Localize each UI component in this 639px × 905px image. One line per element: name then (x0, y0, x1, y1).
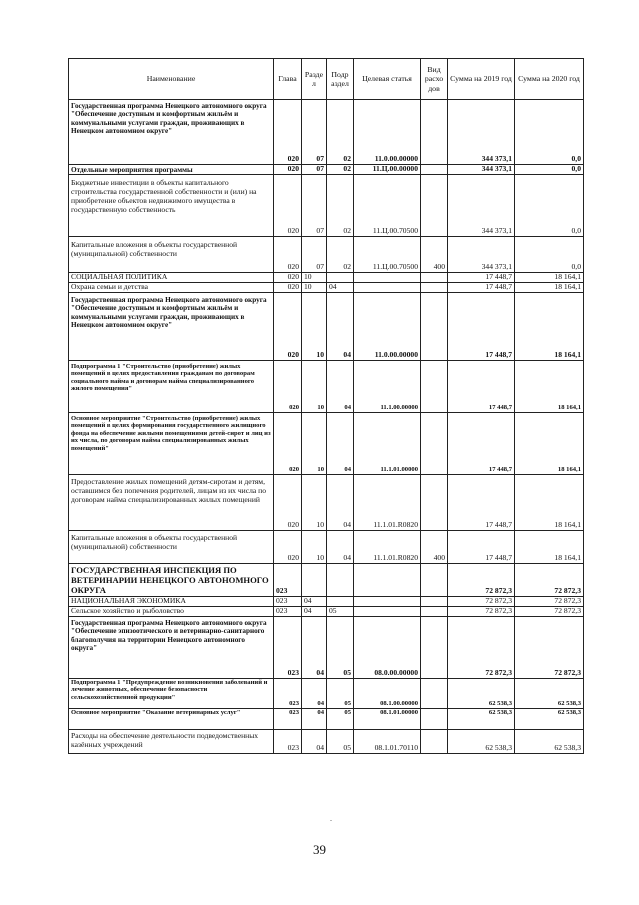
row-razdel: 07 (302, 237, 327, 273)
header-article: Целевая статья (354, 59, 421, 100)
row-podrazdel: 05 (327, 607, 354, 617)
table-row (69, 361, 584, 413)
row-razdel: 10 (302, 475, 327, 531)
row-razdel: 04 (302, 730, 327, 754)
row-name: НАЦИОНАЛЬНАЯ ЭКОНОМИКА (69, 597, 274, 607)
budget-table (68, 58, 584, 754)
row-vid (421, 730, 448, 754)
table-row (69, 475, 584, 531)
table-row (69, 413, 584, 475)
row-article: 11.1.01.R0820 (354, 475, 421, 531)
row-name: СОЦИАЛЬНАЯ ПОЛИТИКА (69, 273, 274, 283)
row-name: Государственная программа Ненецкого автономного округа "Обеспечение доступным и комфортным жильём и коммунальными услугами граждан, проживающих в Ненецком автономном округе" (69, 100, 274, 165)
row-sum-2019: 17 448,7 (448, 475, 515, 531)
row-razdel: 04 (302, 679, 327, 709)
row-sum-2020: 72 872,3 (515, 597, 584, 607)
row-sum-2019: 17 448,7 (448, 413, 515, 475)
scan-speck (330, 820, 332, 821)
row-razdel (302, 564, 327, 597)
row-razdel: 10 (302, 273, 327, 283)
header-razdel: Разде л (302, 59, 327, 100)
row-article: 11.0.00.00000 (354, 293, 421, 361)
row-sum-2020: 62 538,3 (515, 679, 584, 709)
row-glava: 020 (274, 283, 302, 293)
row-vid (421, 617, 448, 679)
row-article: 11.1.01.R0820 (354, 531, 421, 564)
table-row (69, 679, 584, 709)
row-name: Государственная программа Ненецкого автономного округа "Обеспечение доступным и комфортным жильём и коммунальными услугами граждан, проживающих в Ненецком автономном округе" (69, 293, 274, 361)
row-article: 11.1.00.00000 (354, 361, 421, 413)
row-vid: 400 (421, 237, 448, 273)
row-sum-2019: 17 448,7 (448, 283, 515, 293)
table-row (69, 617, 584, 679)
row-article: 08.1.00.00000 (354, 679, 421, 709)
row-sum-2020: 62 538,3 (515, 730, 584, 754)
row-podrazdel (327, 273, 354, 283)
row-name: Отдельные мероприятия программы (69, 165, 274, 175)
row-sum-2019: 72 872,3 (448, 607, 515, 617)
row-vid (421, 679, 448, 709)
header-sum-2020: Сумма на 2020 год (515, 59, 584, 100)
row-razdel: 10 (302, 413, 327, 475)
header-glava: Глава (274, 59, 302, 100)
row-glava: 023 (274, 597, 302, 607)
row-razdel: 10 (302, 531, 327, 564)
row-glava: 020 (274, 165, 302, 175)
row-sum-2020: 62 538,3 (515, 709, 584, 730)
row-sum-2019: 62 538,3 (448, 679, 515, 709)
row-article: 11.Ц.00.70500 (354, 175, 421, 237)
row-name: Бюджетные инвестиции в объекты капитального строительства государственной собственности и (или) на приобретение объектов недвижимого имущества в государственную собственность (69, 175, 274, 237)
row-sum-2020: 18 164,1 (515, 531, 584, 564)
row-vid (421, 475, 448, 531)
row-name: Предоставление жилых помещений детям-сиротам и детям, оставшимся без попечения родителей, лицам из их числа по договорам найма специализированных жилых помещений (69, 475, 274, 531)
row-podrazdel: 04 (327, 475, 354, 531)
row-podrazdel: 05 (327, 709, 354, 730)
row-razdel: 04 (302, 597, 327, 607)
row-sum-2019: 72 872,3 (448, 617, 515, 679)
row-vid (421, 413, 448, 475)
row-vid (421, 607, 448, 617)
row-razdel: 07 (302, 175, 327, 237)
row-podrazdel: 04 (327, 413, 354, 475)
row-name: Охрана семьи и детства (69, 283, 274, 293)
row-article: 08.1.01.70110 (354, 730, 421, 754)
row-glava: 023 (274, 709, 302, 730)
row-glava: 020 (274, 100, 302, 165)
row-sum-2020: 0,0 (515, 175, 584, 237)
row-razdel: 07 (302, 165, 327, 175)
row-glava: 020 (274, 273, 302, 283)
row-vid (421, 165, 448, 175)
row-razdel: 10 (302, 293, 327, 361)
row-razdel: 10 (302, 283, 327, 293)
row-name: Капитальные вложения в объекты государственной (муниципальной) собственности (69, 531, 274, 564)
header-podrazdel: Подр аздел (327, 59, 354, 100)
table-row (69, 709, 584, 730)
table-row (69, 293, 584, 361)
row-sum-2020: 18 164,1 (515, 361, 584, 413)
row-vid (421, 597, 448, 607)
row-sum-2020: 72 872,3 (515, 607, 584, 617)
table-row (69, 283, 584, 293)
row-podrazdel: 05 (327, 617, 354, 679)
row-name: Подпрограмма 1 "Строительство (приобретение) жилых помещений в целях предоставления гражданам по договорам социального найма и договорам найма специализированного жилого помещения" (69, 361, 274, 413)
row-sum-2019: 344 373,1 (448, 100, 515, 165)
row-sum-2020: 18 164,1 (515, 475, 584, 531)
row-glava: 020 (274, 475, 302, 531)
row-glava: 023 (274, 617, 302, 679)
budget-table-sheet (68, 58, 583, 754)
row-sum-2020: 0,0 (515, 100, 584, 165)
row-name: Капитальные вложения в объекты государственной (муниципальной) собственности (69, 237, 274, 273)
row-sum-2019: 344 373,1 (448, 237, 515, 273)
row-article: 08.1.01.00000 (354, 709, 421, 730)
table-row (69, 237, 584, 273)
row-name: Основное мероприятие "Оказание ветеринарных услуг" (69, 709, 274, 730)
row-vid (421, 175, 448, 237)
row-vid (421, 709, 448, 730)
row-sum-2020: 0,0 (515, 165, 584, 175)
row-razdel: 04 (302, 617, 327, 679)
row-article: 11.Ц.00.00000 (354, 165, 421, 175)
row-name: Основное мероприятие "Строительство (приобретение) жилых помещений в целях формирования государственного жилищного фонда на обеспечение жилыми помещениями детей-сирот и лиц из их числа, по договорам найма специализированных жилых помещений" (69, 413, 274, 475)
row-vid (421, 100, 448, 165)
row-glava: 023 (274, 679, 302, 709)
row-article: 11.0.00.00000 (354, 100, 421, 165)
header-name: Наименование (69, 59, 274, 100)
row-glava: 023 (274, 564, 302, 597)
row-glava: 020 (274, 175, 302, 237)
row-name: ГОСУДАРСТВЕННАЯ ИНСПЕКЦИЯ ПО ВЕТЕРИНАРИИ НЕНЕЦКОГО АВТОНОМНОГО ОКРУГА (69, 564, 274, 597)
row-sum-2019: 17 448,7 (448, 273, 515, 283)
row-sum-2019: 344 373,1 (448, 165, 515, 175)
row-razdel: 07 (302, 100, 327, 165)
row-podrazdel: 02 (327, 175, 354, 237)
row-article (354, 564, 421, 597)
row-podrazdel: 04 (327, 531, 354, 564)
row-sum-2020: 18 164,1 (515, 293, 584, 361)
row-glava: 020 (274, 531, 302, 564)
row-sum-2019: 62 538,3 (448, 709, 515, 730)
table-row (69, 597, 584, 607)
row-podrazdel: 04 (327, 293, 354, 361)
table-header-row (69, 59, 584, 100)
row-podrazdel: 05 (327, 730, 354, 754)
row-glava: 020 (274, 413, 302, 475)
row-podrazdel: 05 (327, 679, 354, 709)
table-row (69, 273, 584, 283)
row-vid (421, 361, 448, 413)
row-glava: 023 (274, 607, 302, 617)
row-name: Сельское хозяйство и рыболовство (69, 607, 274, 617)
row-article: 11.1.01.00000 (354, 413, 421, 475)
row-vid: 400 (421, 531, 448, 564)
row-sum-2019: 17 448,7 (448, 361, 515, 413)
row-vid (421, 564, 448, 597)
row-glava: 020 (274, 293, 302, 361)
row-sum-2019: 17 448,7 (448, 531, 515, 564)
table-row (69, 175, 584, 237)
table-row (69, 607, 584, 617)
row-name: Государственная программа Ненецкого автономного округа "Обеспечение эпизоотического и ветеринарно-санитарного благополучия на территории Ненецкого автономного округа" (69, 617, 274, 679)
row-sum-2019: 62 538,3 (448, 730, 515, 754)
row-glava: 023 (274, 730, 302, 754)
row-sum-2019: 72 872,3 (448, 597, 515, 607)
page-number: 39 (313, 842, 326, 857)
row-podrazdel (327, 597, 354, 607)
row-vid (421, 283, 448, 293)
row-article (354, 273, 421, 283)
row-sum-2020: 72 872,3 (515, 617, 584, 679)
header-sum-2019: Сумма на 2019 год (448, 59, 515, 100)
row-sum-2020: 72 872,3 (515, 564, 584, 597)
row-sum-2019: 344 373,1 (448, 175, 515, 237)
header-vid: Вид расхо дов (421, 59, 448, 100)
row-podrazdel: 04 (327, 283, 354, 293)
table-row (69, 564, 584, 597)
row-article: 11.Ц.00.70500 (354, 237, 421, 273)
row-sum-2020: 18 164,1 (515, 273, 584, 283)
row-sum-2020: 0,0 (515, 237, 584, 273)
row-podrazdel: 04 (327, 361, 354, 413)
row-razdel: 04 (302, 709, 327, 730)
row-sum-2020: 18 164,1 (515, 413, 584, 475)
row-name: Расходы на обеспечение деятельности подведомственных казённых учреждений (69, 730, 274, 754)
row-article (354, 607, 421, 617)
row-article (354, 597, 421, 607)
row-vid (421, 293, 448, 361)
table-row (69, 100, 584, 165)
table-row (69, 165, 584, 175)
row-sum-2019: 72 872,3 (448, 564, 515, 597)
row-razdel: 04 (302, 607, 327, 617)
row-podrazdel: 02 (327, 237, 354, 273)
table-row (69, 730, 584, 754)
row-glava: 020 (274, 237, 302, 273)
row-article (354, 283, 421, 293)
row-podrazdel (327, 564, 354, 597)
row-vid (421, 273, 448, 283)
row-name: Подпрограмма 1 "Предупреждение возникновения заболеваний и лечение животных, обеспечение безопасности сельскохозяйственной продукции" (69, 679, 274, 709)
row-podrazdel: 02 (327, 165, 354, 175)
row-podrazdel: 02 (327, 100, 354, 165)
row-razdel: 10 (302, 361, 327, 413)
row-article: 08.0.00.00000 (354, 617, 421, 679)
table-row (69, 531, 584, 564)
row-sum-2019: 17 448,7 (448, 293, 515, 361)
row-glava: 020 (274, 361, 302, 413)
row-sum-2020: 18 164,1 (515, 283, 584, 293)
